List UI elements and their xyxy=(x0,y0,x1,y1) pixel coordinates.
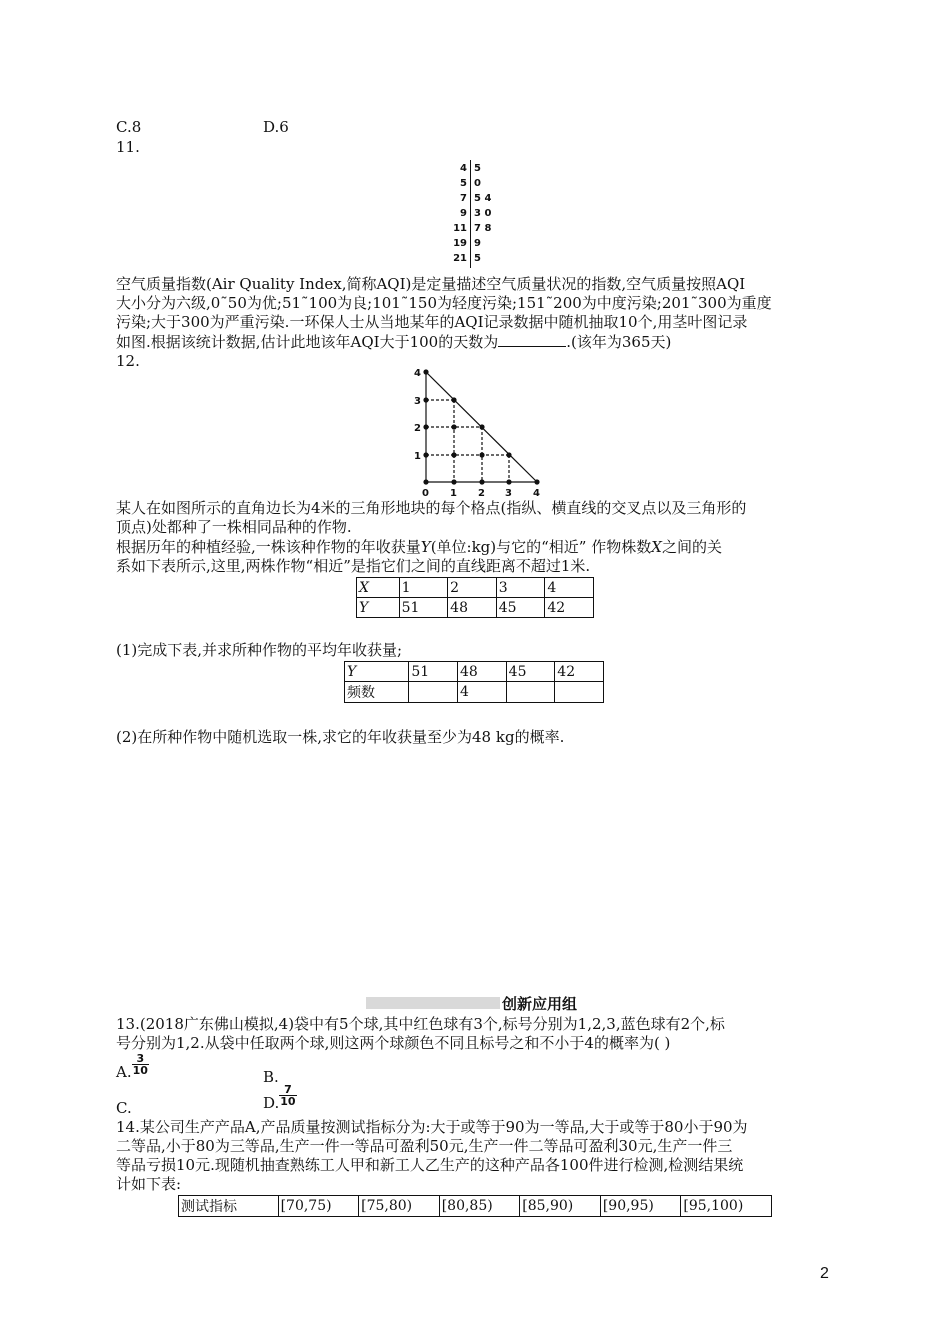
leaf-values: 5 xyxy=(474,163,481,174)
variable-y: Y xyxy=(420,538,431,556)
leaf-values: 0 xyxy=(474,178,481,189)
option-a xyxy=(116,1052,149,1081)
option-c-13: C. xyxy=(116,1099,132,1117)
xy-relation-table xyxy=(356,577,594,618)
leaf-values: 9 xyxy=(474,238,481,249)
table-cell: 42 xyxy=(555,662,604,682)
question-12-text-3 xyxy=(116,538,841,557)
option-d-fraction xyxy=(279,1084,296,1107)
stem-value: 4 xyxy=(460,163,467,174)
table-cell: 48 xyxy=(448,598,497,618)
leaf-values: 5 4 xyxy=(474,193,492,204)
table-cell xyxy=(409,682,458,703)
table-cell xyxy=(506,682,555,703)
stem-leaf-row xyxy=(450,253,510,265)
table-cell: 3 xyxy=(496,578,545,598)
table-cell: 45 xyxy=(506,662,555,682)
leaf-values: 5 xyxy=(474,253,481,264)
question-12-part-1: (1)完成下表,并求所种作物的平均年收获量; xyxy=(116,641,403,659)
question-14-line-2: 二等品,小于80为三等品,生产一件一等品可盈利50元,生产一件二等品可盈利30元,生产一件三 xyxy=(116,1137,733,1155)
fraction-denominator: 10 xyxy=(280,1095,296,1108)
fraction-numerator: 3 xyxy=(136,1052,145,1065)
table-cell: [70,75) xyxy=(278,1196,359,1217)
question-13-line-1: 13.(2018广东佛山模拟,4)袋中有5个球,其中红色球有3个,标号分别为1,2,3,蓝色球有2个,标 xyxy=(116,1015,725,1033)
question-13-line-2: 号分别为1,2.从袋中任取两个球,则这两个球颜色不同且标号之和不小于4的概率为( ) xyxy=(116,1034,671,1052)
question-12-part-2: (2)在所种作物中随机选取一株,求它的年收获量至少为48 kg的概率. xyxy=(116,728,565,746)
answer-blank xyxy=(498,332,566,347)
option-b: B. xyxy=(263,1068,279,1086)
table-cell: 51 xyxy=(409,662,458,682)
table-row xyxy=(345,682,604,703)
y-label-3: 3 xyxy=(414,396,421,407)
y-label-2: 2 xyxy=(414,423,421,434)
table-cell: 45 xyxy=(496,598,545,618)
question-11-line-3: 污染;大于300为严重污染.一环保人士从当地某年的AQI记录数据中随机抽取10个,用茎叶图记录 xyxy=(116,313,748,331)
x-label-2: 2 xyxy=(478,488,485,499)
table-cell: X xyxy=(357,578,400,598)
question-14-line-1: 14.某公司生产产品A,产品质量按测试指标分为:大于或等于90为一等品,大于或等于80小于90为 xyxy=(116,1118,748,1136)
table-cell: 51 xyxy=(399,598,448,618)
table-row xyxy=(357,578,594,598)
table-cell: 42 xyxy=(545,598,594,618)
fraction-denominator: 10 xyxy=(132,1064,148,1077)
table-cell: [75,80) xyxy=(359,1196,440,1217)
table-cell xyxy=(555,682,604,703)
table-cell: 2 xyxy=(448,578,497,598)
page-number: 2 xyxy=(820,1265,829,1282)
table-cell: [85,90) xyxy=(520,1196,601,1217)
x-label-0: 0 xyxy=(422,488,429,499)
table-cell: [90,95) xyxy=(600,1196,681,1217)
stem-leaf-row xyxy=(450,193,510,205)
table-cell: Y xyxy=(357,598,400,618)
table-row xyxy=(179,1196,772,1217)
option-d: D.6 xyxy=(263,118,289,136)
table-cell: 4 xyxy=(545,578,594,598)
stem-value: 21 xyxy=(453,253,467,264)
section-title: 创新应用组 xyxy=(502,995,578,1013)
section-bar xyxy=(366,997,500,1009)
table-cell: Y xyxy=(345,662,409,682)
question-12-text-1: 某人在如图所示的直角边长为4米的三角形地块的每个格点(指纵、横直线的交叉点以及三角形的 xyxy=(116,499,747,517)
x-label-1: 1 xyxy=(450,488,457,499)
leaf-values: 3 0 xyxy=(474,208,492,219)
x-label-4: 4 xyxy=(533,488,540,499)
option-d-label: D. xyxy=(263,1093,280,1112)
table-cell: 测试指标 xyxy=(179,1196,279,1217)
option-c: C.8 xyxy=(116,118,142,136)
question-12-text-4: 系如下表所示,这里,两株作物“相近”是指它们之间的直线距离不超过1米. xyxy=(116,557,591,575)
question-11-line-4-text: 如图.根据该统计数据,估计此地该年AQI大于100的天数为 xyxy=(116,333,499,351)
question-14-line-3: 等品亏损10元.现随机抽查熟练工人甲和新工人乙生产的这种产品各100件进行检测,检测结果统 xyxy=(116,1156,744,1174)
x-label-3: 3 xyxy=(505,488,512,499)
table-row xyxy=(345,662,604,682)
table-cell: 1 xyxy=(399,578,448,598)
stem-leaf-row xyxy=(450,208,510,220)
stem-leaf-row xyxy=(450,163,510,175)
table-cell: [95,100) xyxy=(681,1196,772,1217)
table-cell: 48 xyxy=(458,662,507,682)
stem-value: 11 xyxy=(453,223,467,234)
option-a-label: A. xyxy=(116,1062,132,1081)
stem-leaf-row xyxy=(450,238,510,250)
question-11-line-4 xyxy=(116,332,841,352)
frequency-table xyxy=(344,661,604,703)
table-cell: 频数 xyxy=(345,682,409,703)
question-11-line-4-tail: .(该年为365天) xyxy=(566,333,672,351)
fraction-numerator: 7 xyxy=(284,1083,292,1096)
question-11-line-2: 大小分为六级,0˜50为优;51˜100为良;101˜150为轻度污染;151˜200为中度污染;201˜300为重度 xyxy=(116,294,772,312)
triangle-grid-figure xyxy=(404,362,554,502)
leaf-values: 7 8 xyxy=(474,223,492,234)
question-12-text-3a: 根据历年的种植经验,一株该种作物的年收获量 xyxy=(116,538,421,556)
question-12-text-3c: 之间的关 xyxy=(661,538,722,556)
question-12-text-2: 顶点)处都种了一株相同品种的作物. xyxy=(116,518,352,536)
quality-index-table xyxy=(178,1195,772,1217)
y-label-1: 1 xyxy=(414,451,421,462)
question-11-number: 11. xyxy=(116,138,140,156)
option-d-13 xyxy=(263,1083,297,1112)
question-14-line-4: 计如下表: xyxy=(116,1175,182,1193)
question-11-line-1: 空气质量指数(Air Quality Index,简称AQI)是定量描述空气质量状况的指数,空气质量按照AQI xyxy=(116,275,746,293)
table-cell: 4 xyxy=(458,682,507,703)
stem-value: 9 xyxy=(460,208,467,219)
option-a-fraction xyxy=(132,1053,149,1076)
stem-value: 7 xyxy=(460,193,467,204)
stem-value: 19 xyxy=(453,238,467,249)
stem-value: 5 xyxy=(460,178,467,189)
variable-x: X xyxy=(651,538,662,556)
stem-leaf-row xyxy=(450,223,510,235)
question-12-number: 12. xyxy=(116,352,140,370)
y-label-4: 4 xyxy=(414,368,421,379)
table-cell: [80,85) xyxy=(439,1196,520,1217)
stem-leaf-plot xyxy=(450,160,510,270)
table-row xyxy=(357,598,594,618)
question-12-text-3b: (单位:kg)与它的“相近” 作物株数 xyxy=(430,538,652,556)
stem-leaf-row xyxy=(450,178,510,190)
